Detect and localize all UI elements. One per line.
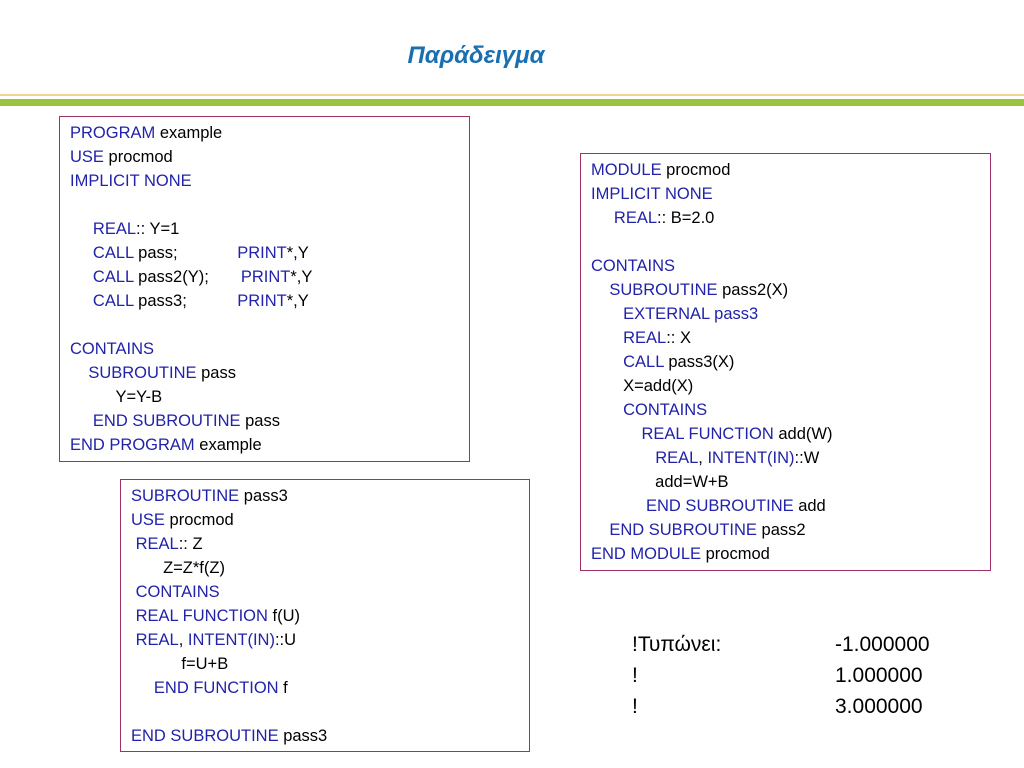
code-text [591,449,655,467]
code-keyword: CALL [623,353,664,371]
code-keyword: EXTERNAL pass3 [623,305,759,323]
code-line [70,265,459,289]
code-line [70,217,459,241]
code-text: , [178,631,188,649]
code-line [591,206,980,230]
code-keyword: PROGRAM [70,124,156,142]
code-line [591,518,980,542]
code-line [131,532,519,556]
code-line [591,230,980,254]
header-divider-thin [0,94,1024,96]
code-keyword: END MODULE [591,545,702,563]
output-block [632,629,930,722]
code-text: f(U) [267,607,300,625]
code-text: Y=Y-B [70,388,163,406]
output-label: ! [632,664,638,687]
code-text [591,401,623,419]
code-line [591,470,980,494]
code-text: :: X [666,329,691,347]
code-line [591,398,980,422]
code-line [131,580,519,604]
code-text [591,425,641,443]
code-line [591,254,980,278]
code-keyword: END PROGRAM [70,436,195,454]
code-line [591,326,980,350]
code-keyword: SUBROUTINE [131,487,240,505]
code-line [70,313,459,337]
code-line [131,508,519,532]
code-keyword: INTENT(IN) [187,631,275,649]
code-keyword: SUBROUTINE [88,364,197,382]
code-line [591,374,980,398]
code-line [70,385,459,409]
code-text [591,329,623,347]
code-keyword: IMPLICIT NONE [591,185,713,203]
code-keyword: SUBROUTINE [609,281,718,299]
output-value: 1.000000 [835,664,923,687]
code-keyword: INTENT(IN) [707,449,795,467]
code-text: add(W) [773,425,833,443]
code-line [131,724,519,748]
output-row [632,629,930,660]
code-text: procmod [701,545,770,563]
code-keyword: REAL FUNCTION [641,425,774,443]
code-text: procmod [103,148,173,166]
output-label: !Τυπώνει: [632,633,722,656]
code-text: add=W+B [591,473,729,491]
code-text: pass3(X) [663,353,735,371]
code-line [591,542,980,566]
slide-title: Παράδειγμα [407,42,545,69]
code-line [591,494,980,518]
code-line [591,158,980,182]
code-keyword: USE [70,148,104,166]
code-keyword: REAL [655,449,699,467]
code-text: pass3; [133,292,238,310]
code-keyword: REAL [623,329,667,347]
code-line [70,145,459,169]
code-text: :: Y=1 [136,220,180,238]
code-text: example [194,436,262,454]
code-line [70,409,459,433]
code-text: Z=Z*f(Z) [131,559,225,577]
code-text: ::W [794,449,820,467]
code-keyword: REAL [135,535,179,553]
code-text [591,353,623,371]
code-text: f=U+B [131,655,229,673]
code-line [131,604,519,628]
code-text: add [793,497,826,515]
code-text: pass; [133,244,238,262]
code-line [591,350,980,374]
code-keyword: IMPLICIT NONE [70,172,192,190]
code-keyword: MODULE [591,161,662,179]
code-keyword: USE [131,511,165,529]
code-text [591,497,646,515]
code-line [591,422,980,446]
code-text [70,292,93,310]
output-row [632,691,930,722]
code-keyword: END SUBROUTINE [646,497,794,515]
code-text [70,244,93,262]
output-value: -1.000000 [835,633,930,656]
code-text: X=add(X) [591,377,694,395]
code-text [70,220,93,238]
code-text [591,521,609,539]
code-line [131,556,519,580]
code-text: *,Y [286,244,309,262]
code-keyword: PRINT [240,268,291,286]
code-box-program [59,116,470,462]
code-keyword: CALL [92,244,134,262]
code-line [131,628,519,652]
code-box-subroutine [120,479,530,752]
code-keyword: CALL [92,268,134,286]
code-keyword: CONTAINS [623,401,708,419]
code-line [70,169,459,193]
code-box-module [580,153,991,571]
output-row [632,660,930,691]
code-line [70,361,459,385]
code-text: procmod [164,511,234,529]
code-keyword: REAL [135,631,179,649]
code-line [131,676,519,700]
code-keyword: REAL [613,209,658,227]
code-text [70,364,88,382]
code-keyword: CALL [92,292,134,310]
code-text: pass3 [278,727,328,745]
code-keyword: END FUNCTION [153,679,279,697]
code-text: example [155,124,223,142]
code-text [131,679,154,697]
code-line [591,278,980,302]
code-line [70,193,459,217]
code-keyword: REAL FUNCTION [135,607,268,625]
code-text: ::U [274,631,297,649]
code-keyword: CONTAINS [70,340,155,358]
code-text: :: Z [178,535,203,553]
code-keyword: REAL [92,220,137,238]
code-text: pass3 [239,487,288,505]
code-text: *,Y [286,292,309,310]
code-keyword: END SUBROUTINE [609,521,757,539]
code-text: , [698,449,708,467]
code-text: *,Y [290,268,313,286]
code-keyword: END SUBROUTINE [131,727,279,745]
code-text: pass2(X) [717,281,789,299]
code-text [70,412,93,430]
code-keyword: END SUBROUTINE [92,412,241,430]
code-text: :: B=2.0 [657,209,715,227]
code-text [591,209,614,227]
code-line [131,700,519,724]
header-divider-thick [0,99,1024,106]
code-line [131,652,519,676]
code-keyword: CONTAINS [591,257,676,275]
code-text: procmod [661,161,731,179]
code-keyword: CONTAINS [135,583,220,601]
code-line [70,241,459,265]
code-text [591,305,623,323]
code-line [70,337,459,361]
code-text: pass2 [756,521,806,539]
code-keyword: PRINT [237,292,287,310]
code-text: pass [196,364,236,382]
output-value: 3.000000 [835,695,923,718]
code-line [591,302,980,326]
code-line [591,446,980,470]
code-text [591,281,609,299]
code-line [70,121,459,145]
code-line [131,484,519,508]
code-line [591,182,980,206]
code-text: f [278,679,288,697]
code-line [70,433,459,457]
code-line [70,289,459,313]
code-text: pass [240,412,280,430]
code-text [70,268,93,286]
output-label: ! [632,695,638,718]
code-text: pass2(Y); [133,268,241,286]
code-keyword: PRINT [237,244,287,262]
